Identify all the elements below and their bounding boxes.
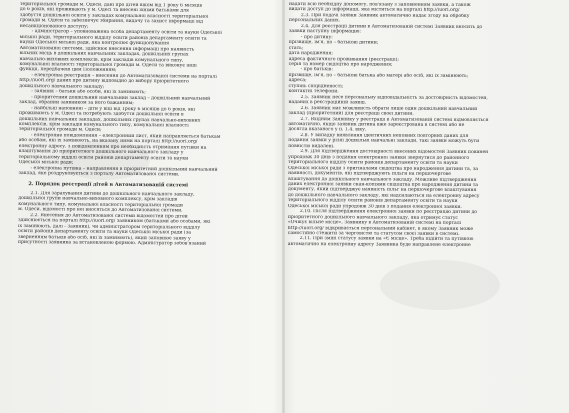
text-line: 2.6. Заявник має можливість обрати лише один дошкільний навчальний xyxy=(300,105,478,112)
text-line: територіального відділу освіти районів департаменту освіти та науки xyxy=(288,160,458,167)
text-line: адреса фактичного проживання (реєстрації); xyxy=(288,56,399,63)
text-line: Автоматизованої системи, здійснює внесення інформації про наявність xyxy=(19,45,195,53)
text-line: персональних даних. xyxy=(288,18,341,24)
text-line: Одеської міської ради; xyxy=(18,160,74,166)
text-line: видати доступ до інформації, яка міститься на порталі http://iuorl.org/ xyxy=(288,7,460,14)
text-line: електронну адресу, з повідомленням про необхідність отримання путівки на xyxy=(18,143,207,151)
text-line: 2.8. У випадку виявлення ідентичних неповних повторних даних для xyxy=(300,132,469,139)
text-line: 2.11. При зміні статусу заявки на «Є місце». Треба підійти та путівкою xyxy=(299,236,474,243)
text-line: наявності, документів, які підтверджують пільги на першочергове xyxy=(288,171,451,177)
text-line: несанкціонованого доступу; xyxy=(19,23,89,30)
text-line: територіального відділу освіти районів департаменту освіти та науки xyxy=(287,198,458,205)
text-line: стать; xyxy=(288,45,304,51)
text-line: досягла вказаного у п. 1.4. віку. xyxy=(288,127,367,133)
text-line: 2.2. Внесення до Автоматизованої системи відомостей про дітей xyxy=(30,212,188,220)
text-line: 2.9. Для підтвердження достовірності внесених відомостей Заявник повинен xyxy=(300,149,489,156)
text-line: громади м. Одеси та забезпечує збирання, видачу та захист інформації від xyxy=(19,18,204,25)
text-line: навчально-виховних комплексів, крім закладів комунального типу, xyxy=(19,56,184,63)
text-line: наданих в реєстраційній заявці. xyxy=(288,100,367,106)
text-line: подання заявки у різні дошкільні навчальні заклади, такі заявки можуть бути xyxy=(288,138,480,145)
text-line: до дошкільного навчального закладу, які надсилаються на електронну адресу xyxy=(287,192,480,199)
text-line: автоматично на електронну адресу Заявника буде направлене електронне xyxy=(287,241,471,248)
text-line: прізвище, ім'я, по – батькові дитини; xyxy=(288,40,379,46)
left-text-column xyxy=(18,2,277,248)
text-line: їх замінюють, далі - Заявник), чи адміністратором територіального відділу xyxy=(18,223,201,231)
text-line: науки Одеської міської ради, яка контролює функціонування xyxy=(19,40,170,47)
text-line: контактні телефони. xyxy=(288,89,339,95)
text-line: Одеської міської ради упродовж 30 днів з подання електронної заявки. xyxy=(287,203,462,210)
text-line: комунальної власності територіальної громади м. Одеси та виконує інші xyxy=(19,61,197,69)
text-line: влаштування до пріоритетного дошкільного навчального закладу у xyxy=(18,149,184,156)
text-line: здобуття дошкільної освіти у закладах комунальної власності територіальної xyxy=(19,12,209,20)
text-line: дошкільних навчальних закладах, дошкільних групах навчально-виховних xyxy=(18,116,201,124)
text-line: проживають у м. Одесі та потребують здобуття дошкільної освіти в xyxy=(19,111,184,118)
section-2-paragraphs xyxy=(18,191,275,248)
scan-smudge xyxy=(380,260,500,310)
text-line: здійснюється на порталі http://iuorl.org/ заявником (батьками або особами, які xyxy=(18,218,211,225)
text-line: 2.4. Для реєстрації дитини в Автоматизованій системі Заявник вносить до xyxy=(300,23,483,30)
text-line: - пріоритетний дошкільний навчальний заклад – дошкільний навчальний xyxy=(31,94,211,102)
text-line: територіальної громади м. Одеси; xyxy=(18,127,102,134)
text-line: Одеської міської ради з оригіналами свідоцтва про народження дитини та, за xyxy=(288,165,478,172)
text-line: дошкільної групи навчально-виховного комплексу, крім закладів xyxy=(18,196,178,203)
text-line: ступінь спорідненості; xyxy=(288,83,344,90)
text-line: 2.1. Для зарахування дитини до дошкільного навчального закладу, xyxy=(30,191,195,198)
text-line: - електронна реєстрація – внесення до Автоматизованої системи на порталі xyxy=(31,72,217,80)
text-line: адреса; xyxy=(288,78,307,84)
page-fold-crease xyxy=(282,0,285,413)
text-line: - електронне повідомлення – електронний лист, який направляється батькам xyxy=(30,132,221,140)
text-line: комунального типу, комунальної власності територіальної громади xyxy=(18,201,183,209)
text-line: самостійно стежити за черговістю та статусом своєї заявки в системі. xyxy=(287,231,460,237)
text-line: - про дитину: xyxy=(300,34,333,40)
text-line: освіти районів департаменту освіти та науки Одеської міської ради (за xyxy=(17,229,191,236)
text-line: http://iuorl.org/ відкривається персональний кабінет, в якому Заявник може xyxy=(287,225,474,232)
text-line: надати всю необхідну допомогу, пов'язану з заповненням заявки, а також xyxy=(288,2,471,8)
text-line: або особам, які їх замінюють, на вказану ними на порталі http://iuorl.org/ xyxy=(18,138,198,145)
text-line: повністю видалені. xyxy=(288,143,335,150)
text-line: заклад (пріоритетний) для реєстрації своєї дитини. xyxy=(288,111,414,117)
right-text-column xyxy=(288,2,551,249)
text-line: «Очікує вільне місце», Заявнику в Автоматизованій системі на порталі xyxy=(287,220,462,227)
text-line: до 6 років, які проживають у м. Одесі та внесені їхніми батьками для xyxy=(19,7,189,14)
text-line: заклад, яке роздруковується з порталу Автоматизованої системи. xyxy=(18,171,180,178)
text-line: пріоритетного дошкільного навчального закладу, яка отримує статус xyxy=(287,214,458,221)
text-line: - електронна путівка – направлення в пріоритетний дошкільний навчальний xyxy=(30,165,218,173)
text-line: - адміністратор – уповноважена особа департаменту освіти та науки Одеської xyxy=(31,29,222,37)
text-line: документу, який підтверджує наявність пільг на першочергове влаштування xyxy=(288,187,477,194)
text-line: 2.3. При подачі заявки Заявник автоматично надає згоду на обробку xyxy=(300,12,470,19)
text-line: упродовж 30 днів з подання електронної заявки звернутися до районного xyxy=(288,154,470,161)
text-line: дата народження; xyxy=(288,51,333,57)
text-line: функції, передбачені цим Положенням; xyxy=(19,67,117,74)
text-line: м. Одеси, відомості про неї вносяться до Автоматизованої системи. xyxy=(18,207,183,214)
left-column-paragraphs xyxy=(18,2,277,179)
text-line: влаштування до дошкільного навчального закладу. Можливе підтвердження xyxy=(288,176,477,183)
section-heading: 2. Порядок реєстрації дітей в Автоматизованій системі xyxy=(28,180,189,188)
text-line: серія та номер свідоцтва про народження; xyxy=(288,61,393,68)
right-column-paragraphs xyxy=(288,2,551,249)
text-line: вільних місць в дошкільних навчальних закладах, дошкільних групах xyxy=(19,51,189,58)
text-line: територіальному відділі освіти районів департаменту освіти та науки xyxy=(18,154,189,162)
text-line: зверненням батьків або осіб, які їх замінюють), який заповнює заяву у xyxy=(17,234,191,242)
text-line: - заявник – батьки або особи, які їх замінюють; xyxy=(31,89,146,96)
text-line: автоматично, якщо заявник дитина вже зареєстрована в системі або не xyxy=(288,121,465,128)
text-line: прізвище, ім'я, по – батькові батька або матері або осіб, які їх замінюють; xyxy=(288,72,469,79)
text-line: 2.7. Вхідним Заявнику у реєстрації в Автоматизованій системі відмовляється xyxy=(300,116,489,123)
text-line: - про батьків: xyxy=(300,67,333,73)
text-line: 2.10. Після підтвердження електронної заявки по реєстрацію дитини до xyxy=(299,209,478,216)
text-line: заклад, обраний заявником за його бажанням; xyxy=(19,100,134,107)
text-line: 2.5. Заявник несе персональну відповідальність за достовірність відомостей, xyxy=(300,94,488,101)
text-line: заявки наступну інформацію: xyxy=(288,29,362,35)
text-line: даних електронної заявки скан-копіями свідоцтва про народження дитини та xyxy=(288,181,479,188)
text-line: територіальної громади м. Одеси, дані про дітей віком від 1 року 6 місяців xyxy=(19,2,202,9)
text-line: міської ради, територіального відділу освіти районів департаменту освіти та xyxy=(19,34,207,42)
text-line: http://iuorl.org/ даних про дитину відповідно до вибору пріоритетного xyxy=(19,78,189,85)
text-line: - найбільш наповнені – діти у віці від 1року 6 місяців до 6 років, які xyxy=(31,105,196,113)
text-line: комплексів, крім закладів комунального типу, комунальної власності xyxy=(18,121,189,129)
text-line: присутності заявника за встановленою формою. Адміністратор зобов'язаний xyxy=(17,240,206,247)
text-line: дошкільного навчального закладу; xyxy=(19,83,105,90)
